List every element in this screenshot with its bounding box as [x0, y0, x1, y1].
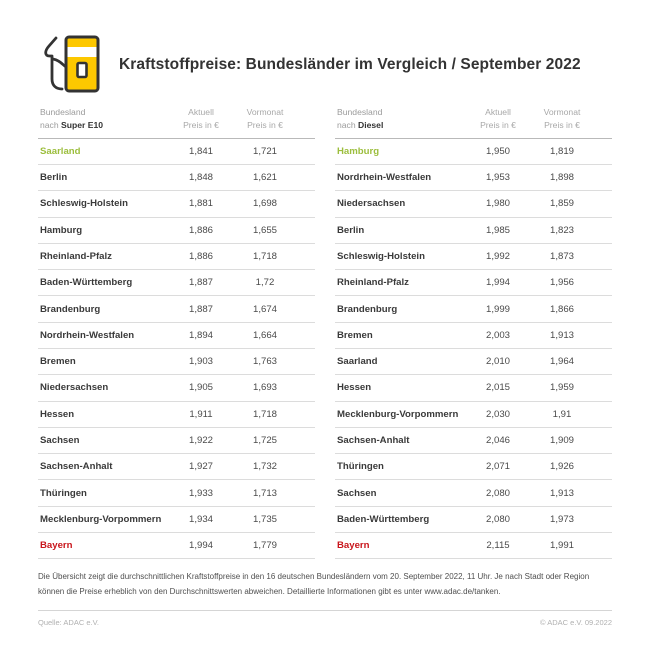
vormonat-value: 1,964 — [549, 356, 574, 368]
column-header-aktuell — [466, 106, 530, 133]
table-row — [335, 165, 612, 191]
bundesland-label: Hamburg — [337, 145, 380, 157]
bundesland-label: Rheinland-Pfalz — [40, 250, 112, 262]
header — [0, 0, 650, 104]
vormonat-value: 1,909 — [549, 435, 574, 447]
bundesland-label: Niedersachsen — [337, 198, 406, 210]
table-row — [38, 218, 315, 244]
vormonat-value: 1,713 — [252, 487, 277, 499]
vormonat-value: 1,873 — [549, 250, 574, 262]
vormonat-value: 1,898 — [549, 172, 574, 184]
bundesland-label: Bayern — [40, 540, 73, 552]
footer-divider — [38, 610, 612, 611]
bundesland-label: Saarland — [337, 356, 378, 368]
column-header-bundesland — [40, 106, 169, 133]
table-row — [335, 139, 612, 165]
aktuell-value: 2,003 — [485, 329, 510, 341]
table-row — [335, 480, 612, 506]
table-row — [335, 507, 612, 533]
bundesland-label: Bremen — [337, 329, 373, 341]
table-row — [335, 244, 612, 270]
bundesland-label: Berlin — [40, 172, 68, 184]
table-diesel — [335, 106, 612, 559]
fuel-type-label: Diesel — [358, 120, 384, 131]
aktuell-unit: Preis in € — [480, 120, 516, 131]
aktuell-value: 2,010 — [485, 356, 510, 368]
aktuell-value: 1,887 — [188, 303, 213, 315]
vormonat-value: 1,664 — [252, 329, 277, 341]
aktuell-value: 1,994 — [188, 540, 213, 552]
aktuell-value: 1,992 — [485, 250, 510, 262]
aktuell-value: 1,980 — [485, 198, 510, 210]
header-line1: Bundesland — [40, 107, 86, 117]
vormonat-value: 1,725 — [252, 435, 277, 447]
header-line1: Bundesland — [337, 107, 383, 117]
bundesland-label: Sachsen-Anhalt — [40, 461, 113, 473]
vormonat-value: 1,991 — [549, 540, 574, 552]
copyright-label: © ADAC e.V. 09.2022 — [540, 618, 612, 628]
column-header-vormonat — [233, 106, 297, 133]
vormonat-value: 1,913 — [549, 487, 574, 499]
bundesland-label: Thüringen — [40, 487, 87, 499]
aktuell-value: 2,080 — [485, 513, 510, 525]
bundesland-label: Rheinland-Pfalz — [337, 277, 409, 289]
table-row — [38, 165, 315, 191]
table-row — [335, 323, 612, 349]
bundesland-label: Schleswig-Holstein — [40, 198, 128, 210]
table-row — [38, 480, 315, 506]
vormonat-value: 1,621 — [252, 172, 277, 184]
table-row — [38, 139, 315, 165]
bundesland-label: Mecklenburg-Vorpommern — [40, 513, 162, 525]
table-header — [38, 106, 315, 139]
bundesland-label: Hessen — [40, 408, 75, 420]
vormonat-value: 1,956 — [549, 277, 574, 289]
table-row — [38, 191, 315, 217]
aktuell-value: 1,950 — [485, 145, 510, 157]
table-row — [335, 218, 612, 244]
vormonat-unit: Preis in € — [544, 120, 580, 131]
bundesland-label: Nordrhein-Westfalen — [337, 172, 432, 184]
vormonat-value: 1,779 — [252, 540, 277, 552]
table-row — [335, 296, 612, 322]
vormonat-value: 1,732 — [252, 461, 277, 473]
aktuell-unit: Preis in € — [183, 120, 219, 131]
bundesland-label: Berlin — [337, 224, 365, 236]
aktuell-label: Aktuell — [188, 107, 214, 117]
table-row — [38, 533, 315, 559]
aktuell-value: 1,985 — [485, 224, 510, 236]
aktuell-value: 1,922 — [188, 435, 213, 447]
bundesland-label: Schleswig-Holstein — [337, 250, 425, 262]
aktuell-value: 2,115 — [486, 540, 510, 552]
aktuell-label: Aktuell — [485, 107, 511, 117]
fuel-pump-icon — [40, 31, 104, 99]
bundesland-label: Mecklenburg-Vorpommern — [337, 408, 459, 420]
bundesland-label: Hessen — [337, 382, 372, 394]
table-body — [335, 139, 612, 560]
vormonat-value: 1,823 — [549, 224, 574, 236]
table-body — [38, 139, 315, 560]
source-label: Quelle: ADAC e.V. — [38, 618, 100, 628]
aktuell-value: 1,886 — [188, 250, 213, 262]
vormonat-label: Vormonat — [246, 107, 284, 117]
vormonat-value: 1,926 — [549, 461, 574, 473]
aktuell-value: 1,887 — [188, 277, 213, 289]
vormonat-value: 1,859 — [549, 198, 574, 210]
vormonat-value: 1,721 — [252, 145, 277, 157]
column-header-vormonat — [530, 106, 594, 133]
aktuell-value: 1,934 — [188, 513, 213, 525]
bundesland-label: Sachsen — [337, 487, 377, 499]
bundesland-label: Sachsen — [40, 435, 80, 447]
vormonat-value: 1,973 — [549, 513, 574, 525]
page-title: Kraftstoffpreise: Bundesländer im Vergleich / September 2022 — [119, 56, 581, 73]
bundesland-label: Brandenburg — [337, 303, 398, 315]
vormonat-value: 1,698 — [252, 198, 277, 210]
table-row — [38, 428, 315, 454]
aktuell-value: 1,994 — [485, 277, 510, 289]
table-row — [38, 402, 315, 428]
header-prefix: nach — [337, 120, 359, 131]
aktuell-value: 1,903 — [188, 356, 213, 368]
table-row — [38, 270, 315, 296]
aktuell-value: 1,927 — [188, 461, 213, 473]
fuel-type-label: Super E10 — [61, 120, 104, 131]
vormonat-value: 1,735 — [252, 513, 277, 525]
table-row — [335, 402, 612, 428]
bundesland-label: Hamburg — [40, 224, 83, 236]
bundesland-label: Baden-Württemberg — [337, 513, 430, 525]
table-row — [335, 428, 612, 454]
vormonat-value: 1,959 — [549, 382, 574, 394]
table-super-e10 — [38, 106, 315, 559]
vormonat-value: 1,655 — [252, 224, 277, 236]
aktuell-value: 2,015 — [485, 382, 510, 394]
aktuell-value: 2,030 — [485, 408, 510, 420]
table-row — [38, 375, 315, 401]
table-row — [38, 323, 315, 349]
vormonat-value: 1,91 — [552, 408, 572, 420]
footnote-text: Die Übersicht zeigt die durchschnittlichen Kraftstoffpreise in den 16 deutschen Bundesländern vom 20. September 2022, 11 Uhr. Je nach Stadt oder Region können die Preise erheblich von den Durchschnittswerten abweichen. Detaillierte Informationen gibt es unter www.adac.de/tanken. — [38, 572, 590, 596]
table-row — [335, 375, 612, 401]
aktuell-value: 1,886 — [188, 224, 213, 236]
aktuell-value: 1,848 — [188, 172, 213, 184]
aktuell-value: 1,881 — [188, 198, 213, 210]
table-row — [38, 349, 315, 375]
aktuell-value: 1,894 — [188, 329, 213, 341]
table-row — [38, 507, 315, 533]
vormonat-value: 1,718 — [252, 250, 277, 262]
aktuell-value: 1,841 — [188, 145, 213, 157]
bundesland-label: Niedersachsen — [40, 382, 109, 394]
aktuell-value: 1,911 — [189, 408, 213, 420]
bundesland-label: Bremen — [40, 356, 76, 368]
bundesland-label: Sachsen-Anhalt — [337, 435, 410, 447]
column-header-aktuell — [169, 106, 233, 133]
table-header — [335, 106, 612, 139]
vormonat-value: 1,674 — [252, 303, 277, 315]
bundesland-label: Saarland — [40, 145, 81, 157]
table-row — [335, 533, 612, 559]
aktuell-value: 1,953 — [485, 172, 510, 184]
vormonat-value: 1,693 — [252, 382, 277, 394]
bundesland-label: Thüringen — [337, 461, 384, 473]
aktuell-value: 1,933 — [188, 487, 213, 499]
table-row — [335, 349, 612, 375]
table-row — [38, 244, 315, 270]
bundesland-label: Bayern — [337, 540, 370, 552]
table-row — [38, 454, 315, 480]
footer — [38, 618, 612, 627]
vormonat-value: 1,763 — [252, 356, 277, 368]
vormonat-value: 1,866 — [549, 303, 574, 315]
table-row — [335, 454, 612, 480]
aktuell-value: 1,999 — [485, 303, 510, 315]
bundesland-label: Brandenburg — [40, 303, 101, 315]
table-row — [38, 296, 315, 322]
vormonat-value: 1,819 — [549, 145, 574, 157]
price-tables — [0, 106, 650, 559]
header-prefix: nach — [40, 120, 62, 131]
vormonat-value: 1,913 — [549, 329, 574, 341]
vormonat-unit: Preis in € — [247, 120, 283, 131]
vormonat-value: 1,72 — [255, 277, 275, 289]
vormonat-label: Vormonat — [543, 107, 581, 117]
bundesland-label: Nordrhein-Westfalen — [40, 329, 135, 341]
aktuell-value: 2,046 — [485, 435, 510, 447]
column-header-bundesland — [337, 106, 466, 133]
bundesland-label: Baden-Württemberg — [40, 277, 133, 289]
table-row — [335, 270, 612, 296]
vormonat-value: 1,718 — [252, 408, 277, 420]
table-row — [335, 191, 612, 217]
aktuell-value: 1,905 — [188, 382, 213, 394]
aktuell-value: 2,071 — [485, 461, 510, 473]
aktuell-value: 2,080 — [485, 487, 510, 499]
